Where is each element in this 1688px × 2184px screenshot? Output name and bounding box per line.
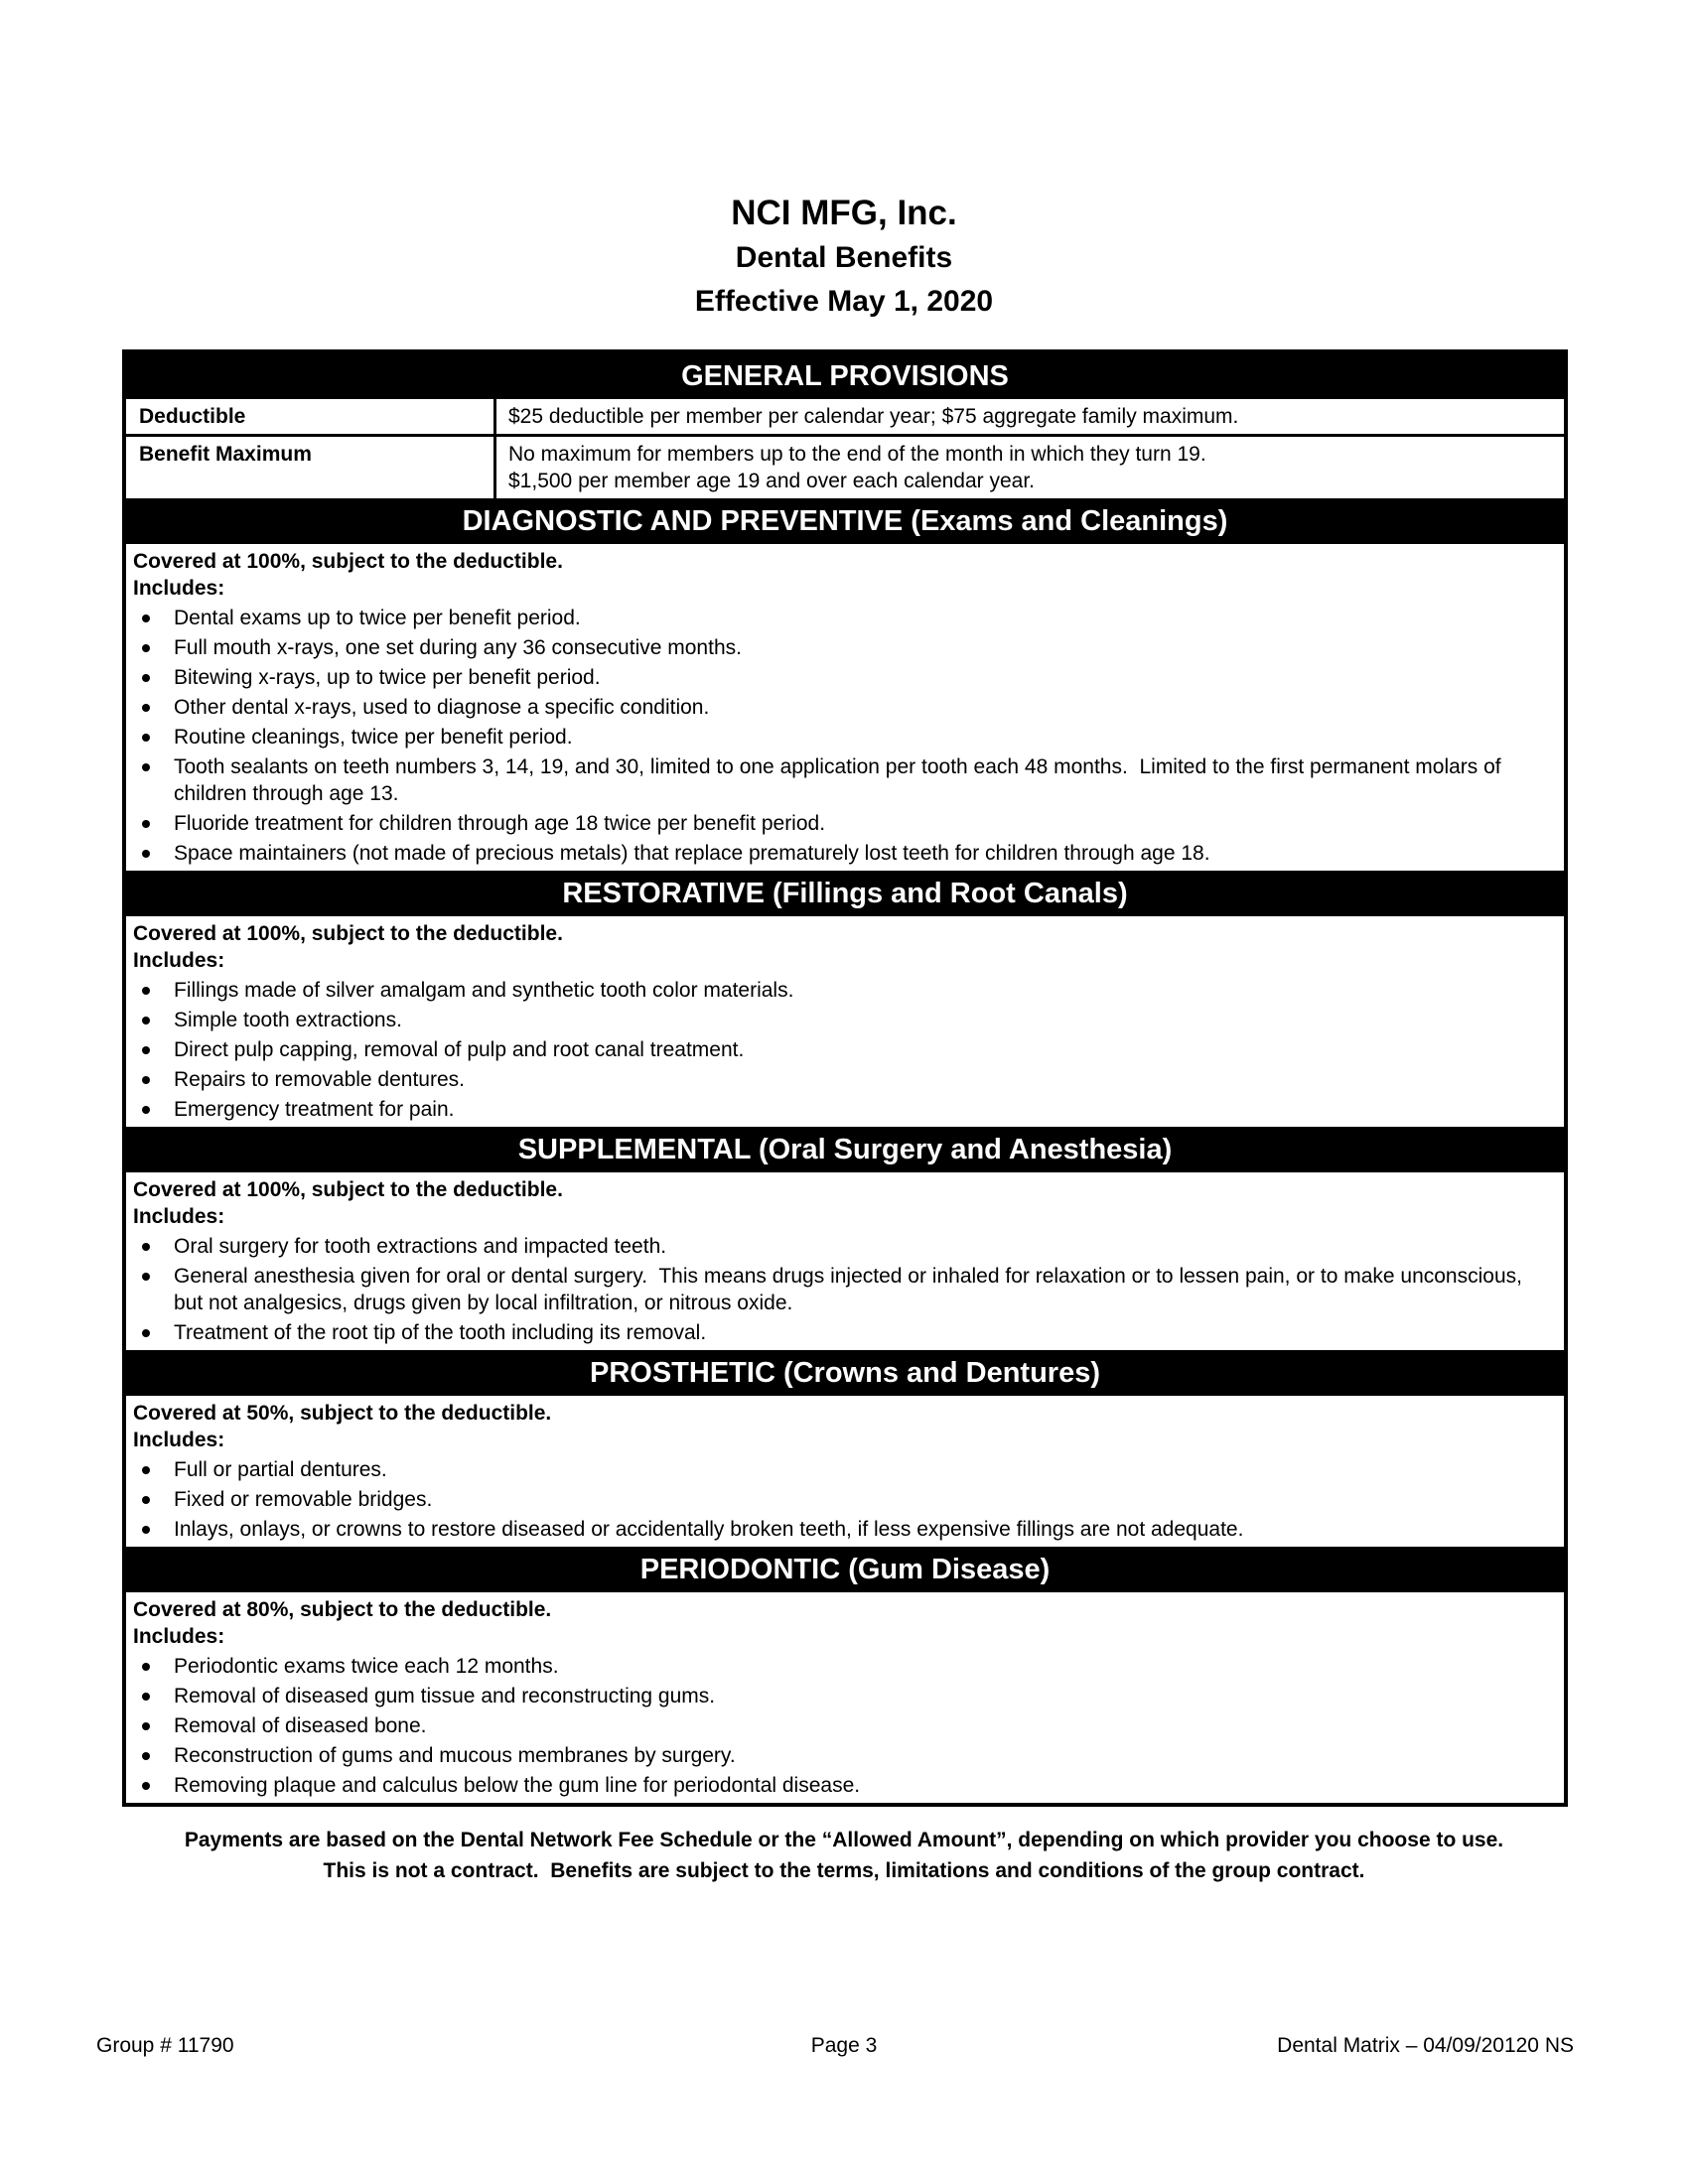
coverage-line: Covered at 100%, subject to the deductible.	[133, 922, 563, 945]
section-body-prosthetic	[126, 1396, 1564, 1547]
bullet-item: Simple tooth extractions.	[133, 1007, 1552, 1033]
benefit-maximum-value-line-1: No maximum for members up to the end of the month in which they turn 19.	[508, 443, 1206, 466]
includes-label: Includes:	[133, 949, 225, 972]
document-header	[0, 0, 1688, 324]
bullet-item: Reconstruction of gums and mucous membranes by surgery.	[133, 1742, 1552, 1769]
bullet-list	[133, 1653, 1552, 1799]
bullet-item: Space maintainers (not made of precious metals) that replace prematurely lost teeth for children through age 18.	[133, 840, 1552, 867]
bullet-item: Full or partial dentures.	[133, 1456, 1552, 1483]
bullet-item: Repairs to removable dentures.	[133, 1066, 1552, 1093]
bullet-item: Removal of diseased bone.	[133, 1712, 1552, 1739]
section-body-periodontic	[126, 1592, 1564, 1803]
includes-label: Includes:	[133, 1625, 225, 1648]
bullet-item: Oral surgery for tooth extractions and impacted teeth.	[133, 1233, 1552, 1260]
bullet-item: Removing plaque and calculus below the gum line for periodontal disease.	[133, 1772, 1552, 1799]
section-body-supplemental	[126, 1172, 1564, 1350]
bullet-list	[133, 977, 1552, 1123]
bullet-item: Fillings made of silver amalgam and synthetic tooth color materials.	[133, 977, 1552, 1004]
bullet-item: Bitewing x-rays, up to twice per benefit period.	[133, 664, 1552, 691]
deductible-value	[496, 399, 1564, 434]
benefit-maximum-value-line-2: $1,500 per member age 19 and over each calendar year.	[508, 470, 1036, 492]
section-header-general-provisions: GENERAL PROVISIONS	[126, 353, 1564, 399]
coverage-line: Covered at 50%, subject to the deductible.	[133, 1402, 552, 1425]
bullet-list	[133, 1456, 1552, 1543]
section-body-diagnostic-preventive	[126, 544, 1564, 871]
bullet-item: Emergency treatment for pain.	[133, 1096, 1552, 1123]
bullet-item: Routine cleanings, twice per benefit period.	[133, 724, 1552, 751]
footnote-line-1: Payments are based on the Dental Network Fee Schedule or the “Allowed Amount”, depending on which provider you choose to use.	[184, 1829, 1504, 1851]
bullet-item: Fixed or removable bridges.	[133, 1486, 1552, 1513]
bullet-item: Removal of diseased gum tissue and reconstructing gums.	[133, 1683, 1552, 1709]
bullet-item: Other dental x-rays, used to diagnose a specific condition.	[133, 694, 1552, 721]
includes-label: Includes:	[133, 1205, 225, 1228]
bullet-item: Tooth sealants on teeth numbers 3, 14, 19, and 30, limited to one application per tooth each 48 months. Limited to the first permanent molars of children through age 13.	[133, 753, 1552, 807]
bullet-item: Dental exams up to twice per benefit period.	[133, 605, 1552, 631]
section-header-periodontic: PERIODONTIC (Gum Disease)	[126, 1547, 1564, 1592]
deductible-label: Deductible	[126, 399, 496, 434]
group-number: Group # 11790	[96, 2034, 234, 2057]
includes-label: Includes:	[133, 1429, 225, 1451]
benefits-table	[122, 349, 1568, 1807]
table-row-deductible	[126, 399, 1564, 434]
table-row-benefit-maximum	[126, 434, 1564, 498]
section-header-diagnostic-preventive: DIAGNOSTIC AND PREVENTIVE (Exams and Cleanings)	[126, 498, 1564, 544]
section-header-restorative: RESTORATIVE (Fillings and Root Canals)	[126, 871, 1564, 916]
page-number: Page 3	[810, 2034, 878, 2057]
coverage-line: Covered at 80%, subject to the deductible.	[133, 1598, 552, 1621]
bullet-list	[133, 605, 1552, 867]
bullet-item: Direct pulp capping, removal of pulp and root canal treatment.	[133, 1036, 1552, 1063]
document-subtitle: Dental Benefits	[735, 241, 953, 274]
deductible-value-line: $25 deductible per member per calendar year; $75 aggregate family maximum.	[508, 405, 1239, 428]
bullet-item: Periodontic exams twice each 12 months.	[133, 1653, 1552, 1680]
benefit-maximum-value	[496, 434, 1564, 498]
coverage-line: Covered at 100%, subject to the deductible.	[133, 1178, 563, 1201]
includes-label: Includes:	[133, 577, 225, 600]
page-footer	[0, 2033, 1688, 2059]
footnote-line-2: This is not a contract. Benefits are subject to the terms, limitations and conditions of the group contract.	[323, 1859, 1365, 1882]
bullet-item: Full mouth x-rays, one set during any 36 consecutive months.	[133, 634, 1552, 661]
section-header-supplemental: SUPPLEMENTAL (Oral Surgery and Anesthesia)	[126, 1127, 1564, 1172]
document-reference: Dental Matrix – 04/09/20120 NS	[1277, 2034, 1574, 2057]
benefit-maximum-label: Benefit Maximum	[126, 434, 496, 498]
section-body-restorative	[126, 916, 1564, 1127]
company-name: NCI MFG, Inc.	[731, 194, 957, 232]
coverage-line: Covered at 100%, subject to the deductible.	[133, 550, 563, 573]
footnote	[0, 1825, 1688, 1886]
bullet-item: Fluoride treatment for children through age 18 twice per benefit period.	[133, 810, 1552, 837]
section-header-prosthetic: PROSTHETIC (Crowns and Dentures)	[126, 1350, 1564, 1396]
bullet-list	[133, 1233, 1552, 1346]
effective-date: Effective May 1, 2020	[694, 285, 994, 318]
bullet-item: Inlays, onlays, or crowns to restore diseased or accidentally broken teeth, if less expensive fillings are not adequate.	[133, 1516, 1552, 1543]
bullet-item: General anesthesia given for oral or dental surgery. This means drugs injected or inhaled for relaxation or to lessen pain, or to make unconscious, but not analgesics, drugs given by local infiltration, or nitrous oxide.	[133, 1263, 1552, 1316]
bullet-item: Treatment of the root tip of the tooth including its removal.	[133, 1319, 1552, 1346]
